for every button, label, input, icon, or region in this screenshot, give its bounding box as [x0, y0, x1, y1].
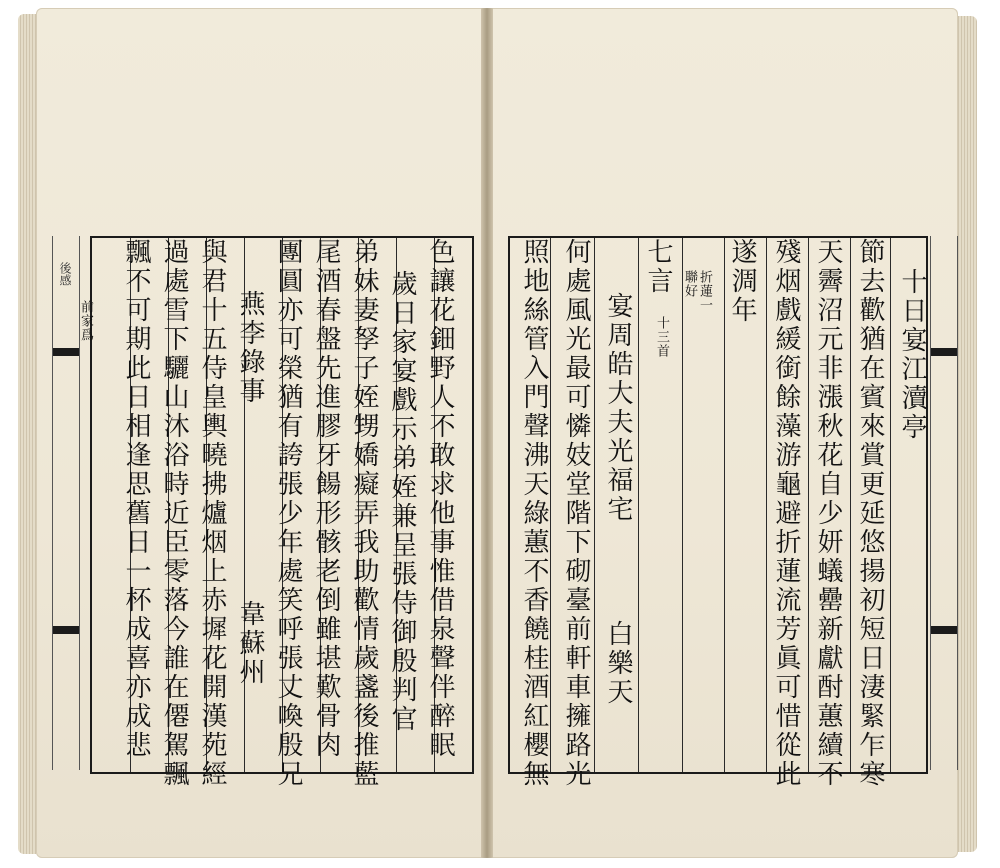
poem-title: 十日宴江瀆亭 [897, 268, 927, 442]
text-column: 天霽沼元非漲秋花自少妍蟻罍新獻酎蕙續不 [813, 238, 843, 789]
column-rule [850, 238, 851, 772]
poet-name: 白樂天 [603, 620, 633, 707]
fishtail-mark [53, 348, 79, 356]
section-heading: 七言 [643, 238, 673, 296]
text-column: 殘烟戲緩銜餘藻游龜避折蓮流芳眞可惜從此 [771, 238, 801, 789]
text-column: 色讓花鈿野人不敢求他事惟借泉聲伴醉眠 [425, 238, 455, 760]
column-rule [890, 238, 891, 772]
poet-name: 韋蘇州 [235, 600, 265, 687]
annotation: 折蓮一 [697, 270, 712, 312]
column-rule [682, 238, 683, 772]
text-column: 團圓亦可榮猶有誇張少年處笑呼張丈喚殷兄 [273, 238, 303, 789]
text-column: 飄不可期此日相逢思舊日一杯成喜亦成悲 [121, 238, 151, 760]
text-column: 照地絲管入門聲沸天綠蕙不香饒桂酒紅櫻無 [519, 238, 549, 789]
fishtail-mark [53, 626, 79, 634]
right-fold-strip [930, 236, 958, 770]
column-rule [808, 238, 809, 772]
text-column: 過處雪下驪山沐浴時近臣零落今誰在僊駕飄 [159, 238, 189, 789]
page-stack-right [955, 16, 977, 852]
annotation: 聯好 [682, 270, 697, 298]
text-column: 尾酒春盤先進膠牙餳形骸老倒雖堪歎骨肉 [311, 238, 341, 760]
fishtail-mark [931, 348, 957, 356]
poem-title: 宴周皓大夫光福宅 [603, 292, 633, 524]
text-column: 節去歡猶在賓來賞更延悠揚初短日淒緊乍寒 [855, 238, 885, 789]
text-column: 何處風光最可憐妓堂階下砌臺前軒車擁路光 [561, 238, 591, 789]
section-count: 十三首 [654, 316, 669, 358]
left-margin-note: 前家爲 [78, 300, 93, 342]
column-rule [638, 238, 639, 772]
poem-title: 燕李錄事 [235, 290, 265, 406]
text-column: 與君十五侍皇輿曉拂爐烟上赤墀花開漢苑經 [197, 238, 227, 789]
text-column: 弟妹妻孥子姪甥嬌癡弄我助歡情歲盞後推藍 [349, 238, 379, 789]
poem-title: 歲日家宴戲示弟姪兼呈張侍御殷判官 [387, 270, 417, 734]
column-rule [594, 238, 595, 772]
left-fold-strip [52, 236, 80, 770]
fishtail-mark [931, 626, 957, 634]
book-gutter [481, 8, 493, 858]
column-rule [766, 238, 767, 772]
text-column: 遂淍年 [727, 238, 757, 325]
fold-label: 後感 [58, 262, 72, 286]
